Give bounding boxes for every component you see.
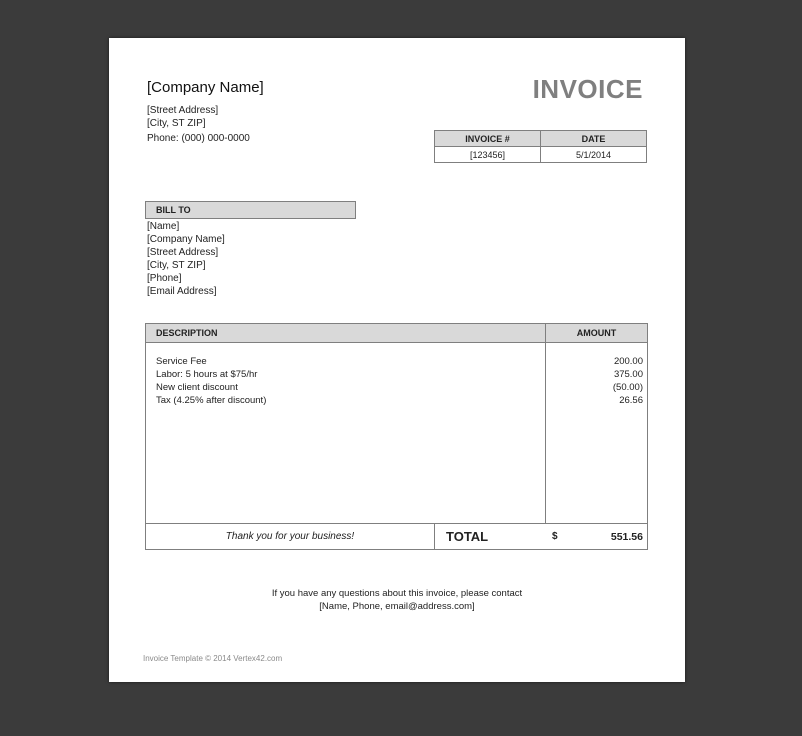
bill-to-company: [Company Name] xyxy=(147,234,225,245)
bill-to-email: [Email Address] xyxy=(147,286,217,297)
amount-header: AMOUNT xyxy=(576,328,617,338)
invoice-number: [123456] xyxy=(435,147,541,163)
company-phone: Phone: (000) 000-0000 xyxy=(147,133,250,144)
template-credit: Invoice Template © 2014 Vertex42.com xyxy=(143,654,283,663)
bill-to-header: BILL TO xyxy=(145,201,356,219)
bill-to-name: [Name] xyxy=(147,221,180,232)
description-header: DESCRIPTION xyxy=(156,328,218,338)
total-label: TOTAL xyxy=(446,529,489,544)
contact-line-2: [Name, Phone, email@address.com] xyxy=(319,601,475,612)
line-items-table xyxy=(145,323,648,550)
bill-to-phone: [Phone] xyxy=(147,273,182,284)
invoice-date: 5/1/2014 xyxy=(541,147,647,163)
line-item-amount: 26.56 xyxy=(619,395,643,406)
total-amount: 551.56 xyxy=(610,531,643,543)
line-item-description: New client discount xyxy=(156,382,238,393)
line-item-description: Service Fee xyxy=(156,356,207,367)
line-item-description: Tax (4.25% after discount) xyxy=(156,395,267,406)
line-items-header xyxy=(146,324,647,343)
line-item-description: Labor: 5 hours at $75/hr xyxy=(156,369,258,380)
invoice-page xyxy=(109,38,685,682)
currency-symbol: $ xyxy=(552,531,558,542)
line-item-amount: 200.00 xyxy=(613,356,643,367)
line-item-amount: (50.00) xyxy=(612,382,643,393)
contact-line-1: If you have any questions about this invoice, please contact xyxy=(271,588,523,599)
company-name: [Company Name] xyxy=(147,79,264,96)
date-header: DATE xyxy=(541,131,647,147)
invoice-title: INVOICE xyxy=(532,74,643,104)
company-city: [City, ST ZIP] xyxy=(147,118,206,129)
line-item-amount: 375.00 xyxy=(613,369,643,380)
bill-to-street: [Street Address] xyxy=(147,247,219,258)
thank-you-note: Thank you for your business! xyxy=(225,531,355,542)
total-row xyxy=(146,523,647,550)
invoice-meta-table xyxy=(434,130,647,163)
company-street: [Street Address] xyxy=(147,105,219,116)
invoice-number-header: INVOICE # xyxy=(435,131,541,147)
column-divider xyxy=(545,324,546,523)
bill-to-city: [City, ST ZIP] xyxy=(147,260,206,271)
footer-divider xyxy=(434,524,435,550)
